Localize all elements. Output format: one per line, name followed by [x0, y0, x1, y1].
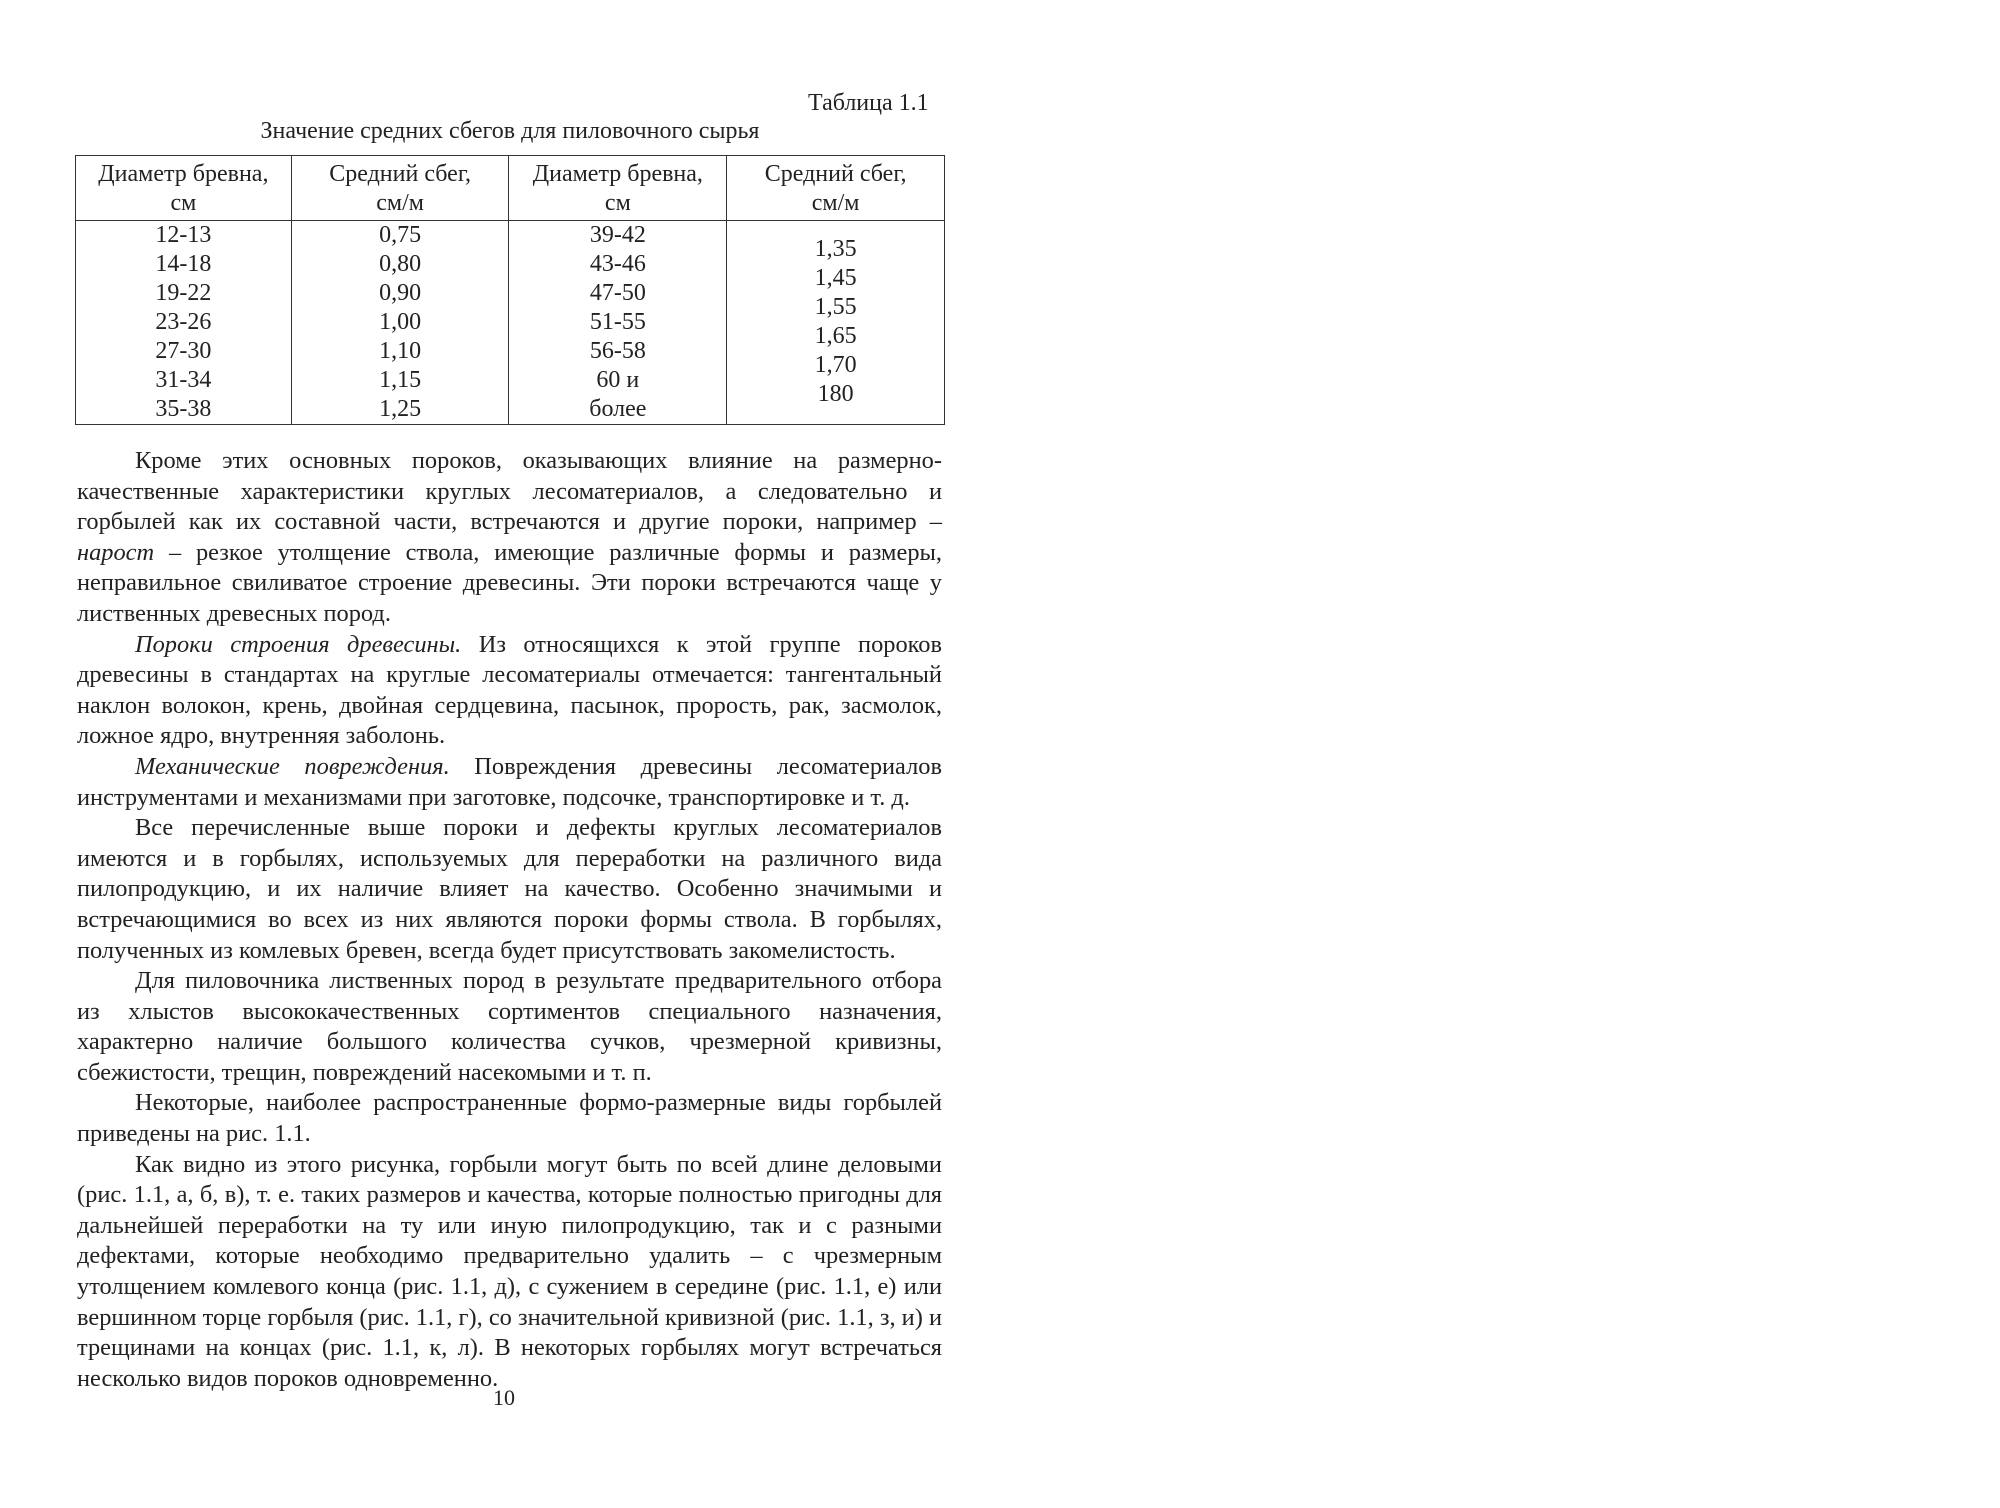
- paragraph: Для пиловочника лиственных пород в результате предварительного отбора из хлыстов высококачественных сортиментов специального назначения, характерно наличие большого количества сучков, чрезмерной кривизны, сбежистости, трещин, повреждений насекомыми и т. п.: [77, 967, 942, 1086]
- diameter-column-1: 12-13 14-18 19-22 23-26 27-30 31-34 35-38: [76, 221, 292, 425]
- header-diameter-2: Диаметр бревна, см: [509, 156, 727, 221]
- table-row: [76, 221, 945, 425]
- table-title: Значение средних сбегов для пиловочного сырья: [260, 118, 760, 144]
- header-taper-2: Средний сбег, см/м: [727, 156, 945, 221]
- table-header-row: [76, 156, 945, 221]
- table-number: Таблица 1.1: [808, 90, 929, 116]
- paragraph: Все перечисленные выше пороки и дефекты круглых лесоматериалов имеются и в горбылях, используемых для переработки на различного вида пилопродукцию, и их наличие влияет на качество. Особенно значимыми и встречающимися во всех из них являются пороки формы ствола. В горбылях, полученных из комлевых бревен, всегда будет присутствовать закомелистость.: [77, 814, 942, 964]
- left-body-text: [77, 446, 942, 1394]
- diameter-column-2: 39-42 43-46 47-50 51-55 56-58 60 и более: [509, 221, 727, 425]
- header-taper-1: Средний сбег, см/м: [291, 156, 509, 221]
- page-number-left: 10: [493, 1385, 515, 1410]
- paragraph: Кроме этих основных пороков, оказывающих влияние на размерно-качественные характеристики круглых лесоматериалов, а следовательно и горбылей как их составной части, встречаются и другие пороки, например – нарост – резкое утолщение ствола, имеющие различные формы и размеры, неправильное свиливатое строение древесины. Эти пороки встречаются чаще у лиственных древесных пород.: [77, 447, 942, 627]
- taper-column-1: 0,75 0,80 0,90 1,00 1,10 1,15 1,25: [291, 221, 509, 425]
- paragraph: Пороки строения древесины. Из относящихся к этой группе пороков древесины в стандартах на круглые лесоматериалы отмечается: тангентальный наклон волокон, крень, двойная сердцевина, пасынок, прорость, рак, засмолок, ложное ядро, внутренняя заболонь.: [77, 630, 942, 750]
- taper-table: [75, 155, 945, 425]
- right-page: [1000, 0, 2000, 1508]
- taper-column-2: 1,35 1,45 1,55 1,65 1,70 180: [727, 221, 945, 425]
- header-diameter-1: Диаметр бревна, см: [76, 156, 292, 221]
- paragraph: Некоторые, наиболее распространенные формо-размерные виды горбылей приведены на рис. 1.1.: [77, 1089, 942, 1148]
- paragraph: Механические повреждения. Повреждения древесины лесоматериалов инструментами и механизмами при заготовке, подсочке, транспортировке и т. д.: [77, 752, 942, 811]
- paragraph: Как видно из этого рисунка, горбыли могут быть по всей длине деловыми (рис. 1.1, а, б, в), т. е. таких размеров и качества, которые полностью пригодны для дальнейшей переработки на ту или иную пилопродукцию, так и с разными дефектами, которые необходимо предварительно удалить – с чрезмерным утолщением комлевого конца (рис. 1.1, д), с сужением в середине (рис. 1.1, е) или вершинном торце горбыля (рис. 1.1, г), со значительной кривизной (рис. 1.1, з, и) и трещинами на концах (рис. 1.1, к, л). В некоторых горбылях могут встречаться несколько видов пороков одновременно.: [77, 1150, 942, 1392]
